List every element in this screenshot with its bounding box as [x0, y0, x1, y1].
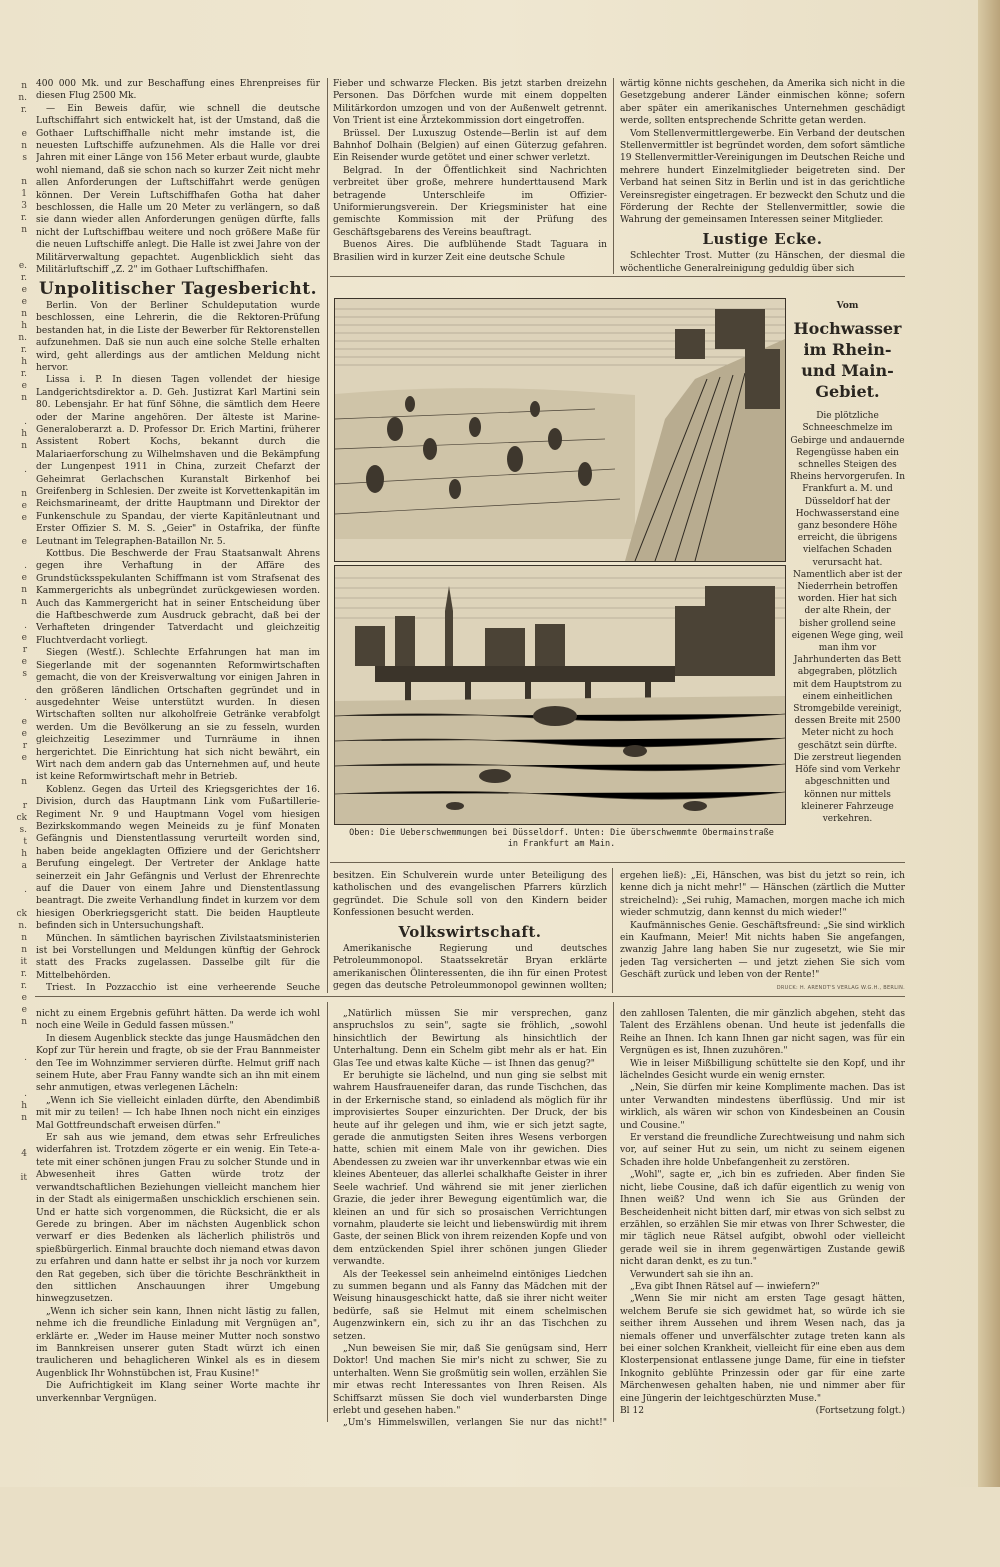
- margin-fragment: r.: [20, 981, 27, 991]
- margin-fragment: n: [21, 309, 27, 319]
- paragraph: Kottbus. Die Beschwerde der Frau Staatsanwalt Ahrens gegen ihre Verhaftung in der Affäre des Grundstücksspekulanten Schiffmann ist vom Strafsenat des Kammergerichts als unbegründet zurückgewiesen worden. Auch das Kammergericht hat in seiner Entscheidung über die Haftbeschwerde zum Ausdruck gebracht, daß bei der Verhafteten dringender Tatverdacht und gleichzeitig Fluchtverdacht vorliegt.: [36, 549, 320, 646]
- margin-fragment: [0, 1160, 30, 1172]
- margin-fragment: .: [24, 417, 27, 427]
- paragraph: — Ein Beweis dafür, wie schnell die deutsche Luftschiffahrt sich entwickelt hat, ist der Umstand, daß die Gothaer Luftschiffhalle nicht mehr imstande ist, die neuesten Luftschiffe aufzunehmen. Als die Halle vor drei Jahren mit einer Länge von 156 Meter erbaut wurde, glaubte wohl niemand, daß sie schon nach so kurzer Zeit nicht mehr allen Anforderungen der Luftschiffahrt werde genügen können. Der Verein Luftschiffhafen Gotha hat daher beschlossen, die Halle um 20 Meter zu verlängern, so daß sie dann wieder allen Anforderungen genügen dürfte, falls nicht der Luftschiffbau weitere und noch größere Maße für die neuen Luftschiffe anlegt. Die Halle ist zwei Jahre von der Militärverwaltung gepachtet. Augenblicklich sieht das Militärluftschiff „Z. 2" im Gothaer Luftschiffhafen.: [36, 103, 320, 276]
- paragraph: „Nein, Sie dürfen mir keine Komplimente machen. Das ist unter Verwandten mindestens überflüssig. Und mir ist wirklich, als wären wir schon von Kindesbeinen an Cousin und Cousine.": [620, 1083, 905, 1131]
- paragraph: den zahllosen Talenten, die mir gänzlich abgehen, steht das Talent des Erzählens obenan. Und heute ist jedenfalls die Reihe an Ihnen. Ich kann Ihnen gar nicht sagen, was für ein Vergnügen es ist, Ihnen zuzuhören.": [620, 1009, 905, 1057]
- paragraph: Er beruhigte sie lächelnd, und nun ging sie selbst mit wahrem Hausfraueneifer daran, das runde Tischchen, das in der Erkernische stand, so einladend als möglich für ihr improvisiertes Souper einzurichten. Der Druck, der bis heute auf ihr gelegen und ihm, wie er sich jetzt sagte, gerade die anmutigsten Seiten ihres Wesens verborgen hatte, schien mit einem Male von ihr gewichen. Dies Abendessen zu zweien war ihr unverkennbar etwas wie ein kleines Abenteuer, das allerlei schalkhafte Geister in ihrer Seele wachrief. Und während sie mit jener zierlichen Grazie, die jeder ihrer Bewegung eigentümlich war, die kleinen an und für sich so prosaischen Verrichtungen vornahm, plauderte sie leicht und liebenswürdig mit ihrem Gaste, der seinen Blick von ihrem reizenden Kopfe und von dem entzückenden Spiel ihrer schönen jungen Glieder verwandte.: [333, 1071, 607, 1268]
- column-1: [36, 78, 320, 993]
- column-rule: [613, 1002, 614, 1422]
- sidebar-heading-small: Vom: [836, 301, 859, 311]
- margin-fragment: n: [21, 81, 27, 91]
- margin-fragment: [0, 896, 30, 908]
- margin-fragment: .: [24, 885, 27, 895]
- margin-fragment: h: [21, 849, 27, 859]
- margin-fragment: ck: [16, 909, 27, 919]
- margin-fragment: s: [22, 669, 27, 679]
- paragraph: Vom Stellenvermittlergewerbe. Ein Verband der deutschen Stellenvermittler ist begründet worden, dem sofort sämtliche 19 Stellenvermittler-Vereinigungen im Deutschen Reiche und mehrere hundert Einzelmitglieder beigetreten sind. Der Verband hat seinen Sitz in Berlin und ist in das gerichtliche Vereinsregister eingetragen. Er bezweckt den Schutz und die Förderung der Rechte der Stellenvermittler, sowie die Wahrung der gemeinsamen Interessen seiner Mitglieder.: [620, 128, 905, 226]
- paragraph: Er verstand die freundliche Zurechtweisung und nahm sich vor, auf seiner Hut zu sein, um nicht zu seinem eigenen Schaden ihre holde Unbefangenheit zu zerstören.: [620, 1133, 905, 1168]
- paragraph: Triest. In Pozzacchio ist eine verheerende Seuche: [46, 983, 320, 993]
- paragraph: „Wenn ich sicher sein kann, Ihnen nicht lästig zu fallen, nehme ich die freundliche Einladung mit Vergnügen an", erklärte er. „Weder im Hause meiner Mutter noch sonstwo im Bannkreisen unserer guten Stadt würzt ich einen traulicheren und behaglicheren Winkel als es in diesem Augenblick Ihr Wohnstübchen ist, Frau Kusine!": [36, 1306, 320, 1379]
- margin-fragment: .: [24, 1053, 27, 1063]
- margin-fragment: h: [21, 429, 27, 439]
- story-column-3: [620, 1008, 905, 1428]
- margin-fragment: e: [21, 729, 27, 739]
- margin-fragment: n: [21, 441, 27, 451]
- margin-fragment: it: [20, 1173, 27, 1183]
- margin-fragment: [0, 548, 30, 560]
- paragraph: Berlin. Von der Berliner Schuldeputation wurde beschlossen, eine Lehrerin, die die Rektoren-Prüfung bestanden hat, in die Liste der Bewerber für Rektorenstellen aufzunehmen. Daß sie nun auch eine solche Stelle erhalten wird, geht allerdings aus der amtlichen Meldung nicht hervor.: [36, 300, 320, 373]
- left-margin-fragments: [0, 0, 30, 1567]
- margin-fragment: r.: [20, 213, 27, 223]
- margin-fragment: e: [21, 381, 27, 391]
- page-edge-right: [978, 0, 1000, 1487]
- paragraph: „Natürlich müssen Sie mir versprechen, ganz anspruchslos zu sein", sagte sie fröhlich, „sowohl hinsichtlich der Bewirtung als hinsichtlich der Unterhaltung. Denn ein Schelm gibt mehr als er hat. Ein Glas Tee und etwas kalte Küche — ist Ihnen das genug?": [333, 1009, 607, 1069]
- margin-fragment: r.: [20, 105, 27, 115]
- paragraph: Wie in leiser Mißbilligung schüttelte sie den Kopf, und ihr lächelndes Gesicht wurde ein wenig ernster.: [620, 1058, 905, 1082]
- paragraph: Verwundert sah sie ihn an.: [630, 1269, 754, 1280]
- margin-fragment: [0, 1136, 30, 1148]
- margin-fragment: e: [21, 537, 27, 547]
- margin-fragment: e: [21, 297, 27, 307]
- paragraph: „Wenn Sie mir nicht am ersten Tage gesagt hätten, welchem Berufe sie sich gewidmet hat, so würde ich sie seither ihrem Aussehen und ihrem Wesen nach, das ja niemals offener und unverfälschter zutage treten kann als bei einer solchen Krankheit, vielleicht für eine eben aus dem Klosterpensionat entlassene junge Dame, für eine in tiefster Inkognito geblühte Prinzessin oder gar für eine zarte Märchenwesen gehalten haben, nie und nimmer aber für eine Jüngerin der leichtgeschürzten Muse.": [620, 1294, 905, 1404]
- flood-engraving-bottom: [335, 566, 785, 824]
- margin-fragment: [0, 476, 30, 488]
- column-2-mid: [333, 870, 607, 995]
- paragraph: Koblenz. Gegen das Urteil des Kriegsgerichtes der 16. Division, durch das Hauptmann Link vom Fußartillerie-Regiment Nr. 9 und Hauptmann Vogel vom hiesigen Bezirkskommando wegen Meineids zu je fünf Monaten Gefängnis und Dienstentlassung verurteilt worden sind, haben beide angeklagten Offiziere und der Gerichtsherr Berufung eingelegt. Der Vertreter der Anklage hatte seinerzeit ein Jahr Gefängnis und Verlust der Ehrenrechte auf die Dauer von einem Jahre und Dienstentlassung beantragt. Die zweite Verhandlung findet in kurzem vor dem hiesigen Oberkriegsgericht statt. Die beiden Hauptleute befinden sich in Untersuchungshaft.: [36, 784, 320, 932]
- margin-fragment: .: [24, 621, 27, 631]
- margin-fragment: .: [24, 693, 27, 703]
- margin-fragment: e: [21, 633, 27, 643]
- margin-fragment: s: [22, 153, 27, 163]
- section-heading-lustige-ecke: Lustige Ecke.: [702, 229, 823, 248]
- sidebar-heading: Hochwasser im Rhein- und Main-Gebiet.: [793, 319, 902, 402]
- margin-fragment: n.: [18, 333, 27, 343]
- margin-fragment: n: [21, 177, 27, 187]
- margin-fragment: n.: [18, 921, 27, 931]
- margin-fragment: n: [21, 777, 27, 787]
- margin-fragment: e: [21, 657, 27, 667]
- paragraph: „Wohl", sagte er, „ich bin es zufrieden. Aber finden Sie nicht, liebe Cousine, daß ich dafür eigentlich zu wenig von Ihnen weiß? Und wenn ich Sie aus Gründen der Bescheidenheit nicht bitten darf, mir etwas von sich selbst zu erzählen, so erzählen Sie mir etwas von Ihrer Schwester, die mir täglich neue Rätsel aufgibt, obwohl oder vielleicht gerade weil sie in ihrem gegenwärtigen Zustande gewiß nicht daran denkt, es zu tun.": [620, 1170, 905, 1268]
- paragraph: „Eva gibt Ihnen Rätsel auf — inwiefern?": [630, 1281, 820, 1292]
- margin-fragment: n: [21, 141, 27, 151]
- paragraph: Schlechter Trost. Mutter (zu Hänschen, der diesmal die wöchentliche Generalreinigung geduldig über sich: [620, 251, 905, 274]
- margin-fragment: r: [22, 801, 27, 811]
- margin-fragment: e: [21, 285, 27, 295]
- section-heading-volkswirtschaft: Volkswirtschaft.: [398, 922, 542, 941]
- margin-fragment: r.: [20, 969, 27, 979]
- column-3-upper: [620, 78, 905, 274]
- paragraph: wärtig könne nichts geschehen, da Amerika sich nicht in die Gesetzgebung anderer Länder einmischen könne; sofern aber später ein amerikanisches Unternehmen geschädigt werde, sollten entsprechende Schritte getan werden.: [620, 79, 905, 127]
- paragraph: München. In sämtlichen bayrischen Zivilstaatsministerien ist bei Vorstellungen und Meldungen künftig der Gehrock statt des Fracks zugelassen. Dasselbe gilt für die Mittelbehörden.: [36, 933, 320, 981]
- margin-fragment: [0, 164, 30, 176]
- caption-line: Oben: Die Ueberschwemmungen bei Düsseldorf. Unten: Die überschwemmte Obermainstraße: [349, 828, 774, 838]
- page-mark: Bl 12: [620, 1406, 645, 1416]
- margin-fragment: n: [21, 1017, 27, 1027]
- margin-fragment: e: [21, 1005, 27, 1015]
- margin-fragment: h: [21, 1101, 27, 1111]
- paragraph: Als der Teekessel sein anheimelnd eintöniges Liedchen zu summen begann und als Fanny das Mädchen mit der Weisung hinausgeschickt hatte, daß sie ihrer nicht weiter bedürfe, saß sie Helmut mit einem schelmischen Augenzwinkern ein, sich zu ihr an das Tischchen zu setzen.: [333, 1269, 607, 1342]
- sidebar-body: Die plötzliche Schneeschmelze im Gebirge und andauernde Regengüsse haben ein schnelles Steigen des Rheins hervorgerufen. In Frankfurt a. M. und Düsseldorf hat der Hochwasserstand eine ganz besondere Höhe erreicht, die übrigens vielfachen Schaden verursacht hat. Namentlich aber ist der Niederrhein betroffen worden. Hier hat sich der alte Rhein, der bisher grollend seine eigenen Wege ging, weil man ihm vor Jahrhunderten das Bett abgegraben, plötzlich mit dem Hauptstrom zu einem einheitlichen Stromgebilde vereinigt, dessen Breite mit 2500 Meter nicht zu hoch geschätzt sein dürfte. Die zerstreut liegenden Höfe sind vom Verkehr abgeschnitten und können nur mittels kleinerer Fahrzeuge verkehren.: [790, 411, 905, 824]
- margin-fragment: [0, 524, 30, 536]
- margin-fragment: e: [21, 513, 27, 523]
- margin-fragment: n: [21, 1113, 27, 1123]
- margin-fragment: [0, 452, 30, 464]
- margin-fragment: [0, 1028, 30, 1040]
- story-column-1: [36, 1008, 320, 1428]
- margin-fragment: [0, 608, 30, 620]
- margin-fragment: [0, 236, 30, 248]
- margin-fragment: 4: [21, 1149, 27, 1159]
- margin-fragment: a: [21, 861, 27, 871]
- story-column-2: [333, 1008, 607, 1428]
- column-rule: [613, 78, 614, 274]
- margin-fragment: .: [24, 1089, 27, 1099]
- margin-fragment: ck: [16, 813, 27, 823]
- margin-fragment: [0, 404, 30, 416]
- margin-fragment: n.: [18, 93, 27, 103]
- column-rule: [327, 78, 328, 993]
- margin-fragment: e: [21, 501, 27, 511]
- margin-fragment: [0, 872, 30, 884]
- section-rule: [330, 276, 905, 277]
- paragraph: Brüssel. Der Luxuszug Ostende—Berlin ist auf dem Bahnhof Dolhain (Belgien) auf einen Güterzug gefahren. Ein Reisender wurde getötet und einer schwer verletzt.: [333, 128, 607, 164]
- paragraph: Kaufmännisches Genie. Geschäftsfreund: „Sie sind wirklich ein Kaufmann, Meier! Mit nichts haben Sie angefangen, zwanzig Jahre lang haben Sie nur zugesetzt, wie Sie mir jeden Tag versicherten — und jetzt ziehen Sie sich vom Geschäft zurück und leben von der Rente!": [620, 920, 905, 981]
- margin-fragment: n: [21, 933, 27, 943]
- margin-fragment: n: [21, 945, 27, 955]
- paragraph: In diesem Augenblick steckte das junge Hausmädchen den Kopf zur Tür herein und fragte, ob sie der Frau Bannmeister den Tee im Wohnzimmer servieren dürfte. Helmut griff nach seinem Hute, aber Frau Fanny wandte sich an ihn mit einem sehr anmutigen, etwas verlegenen Lächeln:: [36, 1033, 320, 1094]
- margin-fragment: e: [21, 129, 27, 139]
- section-rule: [330, 862, 905, 863]
- paragraph: Buenos Aires. Die aufblühende Stadt Taguara in Brasilien wird in kurzer Zeit eine deutsche Schule: [333, 240, 607, 263]
- margin-fragment: .: [24, 465, 27, 475]
- paragraph: ergehen ließ): „Ei, Hänschen, was bist du jetzt so rein, ich kenne dich ja nicht mehr!" — Hänschen (zärtlich die Mutter streichelnd): „Sei ruhig, Mamachen, morgen mache ich mich wieder schmutzig, dann kennst du mich wieder!": [620, 871, 905, 919]
- margin-fragment: [0, 1040, 30, 1052]
- column-rule: [612, 868, 613, 993]
- column-3-mid: [620, 870, 905, 995]
- paragraph: Belgrad. In der Öffentlichkeit sind Nachrichten verbreitet über große, mehrere hunderttausend Mark betragende Unterschleife im Offizier-Uniformierungsverein. Der Kriegsminister hat eine gemischte Kommission mit der Prüfung des Geschäftsgebarens des Vereins beauftragt.: [333, 165, 607, 238]
- paragraph: „Um's Himmelswillen, verlangen Sie nur das nicht!": [343, 1418, 607, 1428]
- section-heading-tagesbericht: Unpolitischer Tagesbericht.: [38, 278, 318, 299]
- paragraph: Siegen (Westf.). Schlechte Erfahrungen hat man im Siegerlande mit der sogenannten Reformwirtschaften gemacht, die von der Kreisverwaltung vor einigen Jahren in den größeren ländlichen Ortschaften gegründet und in ausgedehnter Weise unterstützt wurden. In diesen Wirtschaften sollten nur alkoholfreie Getränke verabfolgt werden. Um die Bevölkerung an sie zu fesseln, wurden gleichzeitig Lesezimmer und Turnräume in ihnen hergerichtet. Die Einrichtung hat sich nicht bewährt, ein Wirt nach dem andern gab das Unternehmen auf, und heute ist keine Reformwirtschaft mehr in Betrieb.: [36, 648, 320, 783]
- margin-fragment: e: [21, 717, 27, 727]
- margin-fragment: n: [21, 225, 27, 235]
- story-footer: [620, 1405, 905, 1417]
- paragraph: „Wenn ich Sie vielleicht einladen dürfte, den Abendimbiß mit mir zu teilen! — Ich habe Ihnen noch nicht ein einziges Mal Gottfreundschaft erweisen dürfen.": [36, 1095, 320, 1131]
- margin-fragment: [0, 1064, 30, 1076]
- margin-fragment: n: [21, 597, 27, 607]
- margin-fragment: h: [21, 357, 27, 367]
- paragraph: 400 000 Mk. und zur Beschaffung eines Ehrenpreises für diesen Flug 2500 Mk.: [36, 79, 320, 102]
- paragraph: Fieber und schwarze Flecken. Bis jetzt starben dreizehn Personen. Das Dörfchen wurde mit einem doppelten Militärkordon umzogen und von der Außenwelt getrennt. Von Trient ist eine Ärztekommission dort eingetroffen.: [333, 79, 607, 127]
- illustration-duesseldorf: [334, 298, 786, 562]
- paragraph: besitzen. Ein Schulverein wurde unter Beteiligung des katholischen und des evangelischen Pfarrers kürzlich gegründet. Die Schule soll von den Kindern beider Konfessionen besucht werden.: [333, 871, 607, 919]
- illustration-frankfurt: [334, 565, 786, 825]
- margin-fragment: r.: [20, 345, 27, 355]
- margin-fragment: r: [22, 645, 27, 655]
- flood-engraving-top: [335, 299, 785, 561]
- margin-fragment: [0, 1076, 30, 1088]
- margin-fragment: [0, 1124, 30, 1136]
- continuation-note: (Fortsetzung folgt.): [815, 1406, 905, 1416]
- margin-fragment: e: [21, 993, 27, 1003]
- margin-fragment: n: [21, 585, 27, 595]
- margin-fragment: .: [24, 561, 27, 571]
- margin-fragment: e.: [18, 261, 27, 271]
- paragraph: Lissa i. P. In diesen Tagen vollendet der hiesige Landgerichtsdirektor a. D. Geh. Justizrat Karl Martini sein 80. Lebensjahr. Er hat fünf Söhne, die sämtlich dem Heere oder der Marine angehören. Der älteste ist Marine-Generaloberarzt a. D. Professor Dr. Erich Martini, früherer Assistent Robert Kochs, bekannt durch die Malariaerforschung zu Wilhelmshaven und die Bekämpfung der Lungenpest 1911 in China, zurzeit Chefarzt der Geheimrat Gerlachschen Kuranstalt Birkenhof bei Greifenberg in Schlesien. Der zweite ist Korvettenkapitän im Reichsmarineamt, der dritte Hauptmann und Direktor der Funkenschule zu Spandau, der vierte Kapitänleutnant und Erster Offizier S. M. S. „Geier" in Ostafrika, der fünfte Leutnant im Telegraphen-Bataillon Nr. 5.: [36, 375, 320, 547]
- margin-fragment: n: [21, 489, 27, 499]
- figure-caption: [334, 828, 789, 850]
- margin-fragment: 1: [21, 189, 27, 199]
- margin-fragment: h: [21, 321, 27, 331]
- paragraph: Amerikanische Regierung und deutsches Petroleummonopol. Staatssekretär Bryan erklärte amerikanischen Ölinteressenten, die ihn für einen Protest gegen das deutsche Petroleummonopol gewinnen wollten;: [333, 944, 607, 992]
- column-rule: [327, 1002, 328, 1422]
- margin-fragment: [0, 680, 30, 692]
- column-2-upper: [333, 78, 607, 274]
- margin-fragment: [0, 116, 30, 128]
- margin-fragment: [0, 764, 30, 776]
- margin-fragment: s.: [19, 825, 27, 835]
- section-rule: [35, 996, 905, 997]
- margin-fragment: e: [21, 753, 27, 763]
- printer-imprint: DRUCK: H. ARENDT'S VERLAG W.G.H., BERLIN.: [776, 984, 905, 991]
- paragraph: nicht zu einem Ergebnis geführt hätten. Da werde ich wohl noch eine Weile in Geduld fassen müssen.": [36, 1009, 320, 1032]
- paragraph: „Nun beweisen Sie mir, daß Sie genügsam sind, Herr Doktor! Und machen Sie mir's nicht zu schwer, Sie zu unterhalten. Wenn Sie großmütig sein wollen, erzählen Sie mir etwas recht Interessantes von Ihren Reisen. Als Schiffsarzt müssen Sie doch viel wunderbarsten Dinge erlebt und gesehen haben.": [333, 1343, 607, 1416]
- margin-fragment: [0, 704, 30, 716]
- paragraph: Er sah aus wie jemand, dem etwas sehr Erfreuliches widerfahren ist. Trotzdem zögerte er ein wenig. Ein Tete-a-tete mit einer schönen jungen Frau zu solcher Stunde und in Abwesenheit ihres Gatten würde trotz der verwandtschaftlichen Beziehungen vielleicht manchem hier in der Stadt als einigermaßen unschicklich erschienen sein. Und er hatte sich vorgenommen, die Rücksicht, die er als Gerede zu bringen. Aber im nächsten Augenblick schon verwarf er dies Bedenken als lächerlich philiströs und spießbürgerlich. Einmal brauchte doch niemand etwas davon zu erfahren und dann hatte er selbst ihr ja noch vor kurzem den Rat gegeben, sich über die törichte Beschränktheit in den sittlichen Anschauungen ihrer Umgebung hinwegzusetzen.: [36, 1133, 320, 1305]
- margin-fragment: r: [22, 741, 27, 751]
- margin-fragment: 3: [21, 201, 27, 211]
- margin-fragment: r.: [20, 369, 27, 379]
- margin-fragment: e: [21, 573, 27, 583]
- margin-fragment: r.: [20, 273, 27, 283]
- margin-fragment: [0, 248, 30, 260]
- margin-fragment: t: [23, 837, 27, 847]
- caption-line: in Frankfurt am Main.: [507, 839, 616, 849]
- margin-fragment: it: [20, 957, 27, 967]
- sidebar-hochwasser: [790, 300, 905, 824]
- margin-fragment: n: [21, 393, 27, 403]
- margin-fragment: [0, 788, 30, 800]
- paragraph: Die Aufrichtigkeit im Klang seiner Worte machte ihr unverkennbar Vergnügen.: [36, 1381, 320, 1404]
